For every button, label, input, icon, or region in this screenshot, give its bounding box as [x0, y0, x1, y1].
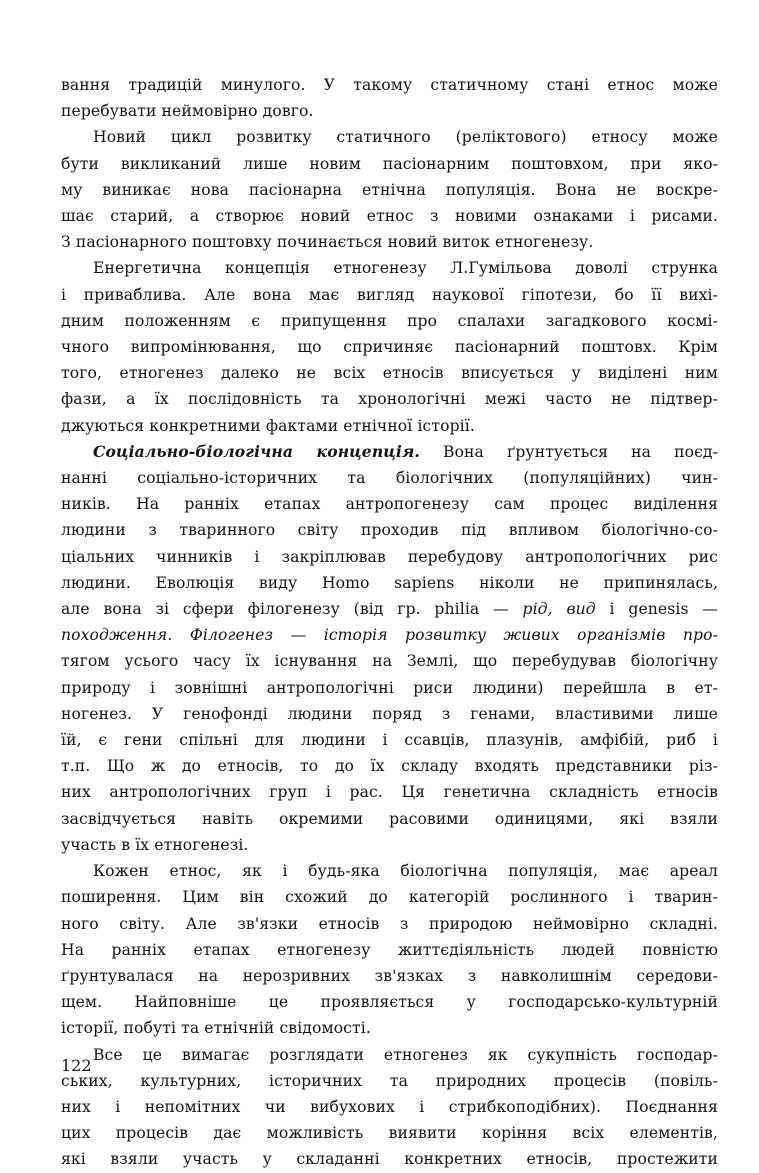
text-line: ногенез. У генофонді людини поряд з генами, властивими лише [61, 704, 718, 723]
text-line: На ранніх етапах етногенезу життєдіяльність людей повністю [61, 940, 718, 959]
text-line: Кожен етнос, як і будь-яка біологічна популяція, має ареал [93, 862, 718, 881]
text-run: Вона ґрунтується на поєд- [419, 442, 719, 461]
italic-term: походження. Філогенез — історія розвитку живих організмів про- [61, 626, 718, 645]
text-line: них антропологічних груп і рас. Ця генетична складність етносів [61, 783, 718, 802]
text-line: засвідчується навіть окремими расовими одиницями, які взяли [61, 809, 718, 828]
text-line: фази, а їх послідовність та хронологічні межі часто не підтвер- [61, 390, 718, 409]
text-line: тягом усього часу їх існування на Землі, що перебудував біологічну [61, 652, 718, 671]
text-line: поширення. Цим він схожий до категорій рослинного і тварин- [61, 888, 718, 907]
text-line: вання традицій минулого. У такому статичному стані етнос може [61, 76, 718, 94]
text-line: того, етногенез далеко не всіх етносів вписується у виділені ним [61, 364, 718, 383]
paragraph-1 [61, 72, 718, 124]
paragraph-3 [61, 255, 718, 438]
paragraph-2 [61, 124, 718, 255]
text-line: природу і зовнішні антропологічні риси людини) перейшла в ет- [61, 678, 718, 697]
text-line: т.п. Що ж до етносів, то до їх складу входять представники різ- [61, 757, 718, 776]
text-line: Все це вимагає розглядати етногенез як сукупність господар- [93, 1045, 718, 1064]
paragraph-6 [61, 1042, 718, 1173]
text-line: перебувати неймовірно довго. [61, 102, 314, 121]
text-line: З пасіонарного поштовху починається новий виток етногенезу. [61, 233, 594, 252]
text-line: джуються конкретними фактами етнічної історії. [61, 416, 475, 435]
text-line: Енергетична концепція етногенезу Л.Гумільова доволі струнка [93, 259, 718, 278]
text-line: нанні соціально-історичних та біологічних (популяційних) чин- [61, 469, 718, 488]
text-line: ських, культурних, історичних та природних процесів (повіль- [61, 1071, 718, 1090]
text-line [61, 439, 718, 465]
text-line: участь в їх етногенезі. [61, 835, 249, 854]
text-line [61, 596, 718, 622]
text-line: бути викликаний лише новим пасіонарним поштовхом, при яко- [61, 154, 718, 173]
page-number: 122 [61, 1056, 92, 1075]
paragraph-5 [61, 858, 718, 1041]
text-line: історії, побуті та етнічній свідомості. [61, 1019, 371, 1038]
text-run: але вона зі сфери філогенезу (від гр. philia — [61, 600, 523, 619]
text-line: їй, є гени спільні для людини і ссавців, плазунів, амфібій, риб і [61, 731, 718, 750]
text-line: людини. Еволюція виду Homo sapiens ніколи не припинялась, [61, 573, 718, 592]
section-heading: Соціально-біологічна концепція. [93, 441, 420, 461]
text-line: му виникає нова пасіонарна етнічна популяція. Вона не воскре- [61, 180, 718, 199]
page-body [61, 72, 718, 1173]
text-line: людини з тваринного світу проходив під впливом біологічно-со- [61, 521, 718, 540]
text-line: них і непомітних чи вибухових і стрибкоподібних). Поєднання [61, 1097, 718, 1116]
text-line: які взяли участь у складанні конкретних етносів, простежити [61, 1150, 718, 1169]
text-line: і приваблива. Але вона має вигляд наукової гіпотези, бо її вихі- [61, 285, 718, 304]
text-line: дним положенням є припущення про спалахи загадкового космі- [61, 311, 718, 330]
text-line: чного випромінювання, що спричиняє пасіонарний поштовх. Крім [61, 338, 718, 357]
text-run: і genesis — [595, 600, 718, 619]
text-line: цих процесів дає можливість виявити коріння всіх елементів, [61, 1124, 718, 1143]
text-line: ного світу. Але зв'язки етносів з природою неймовірно складні. [61, 914, 718, 933]
text-line [61, 622, 718, 648]
text-line: щем. Найповніше це проявляється у господарсько-культурній [61, 993, 718, 1012]
text-line: ників. На ранніх етапах антропогенезу сам процес виділення [61, 495, 718, 514]
italic-term: рід, вид [522, 600, 596, 619]
text-line: Новий цикл розвитку статичного (реліктового) етносу може [93, 128, 718, 147]
text-line: ґрунтувалася на нерозривних зв'язках з навколишнім середови- [61, 966, 718, 985]
text-line: ціальних чинників і закріплював перебудову антропологічних рис [61, 547, 718, 566]
text-line: шає старий, а створює новий етнос з новими ознаками і рисами. [61, 207, 718, 226]
paragraph-4 [61, 439, 718, 858]
